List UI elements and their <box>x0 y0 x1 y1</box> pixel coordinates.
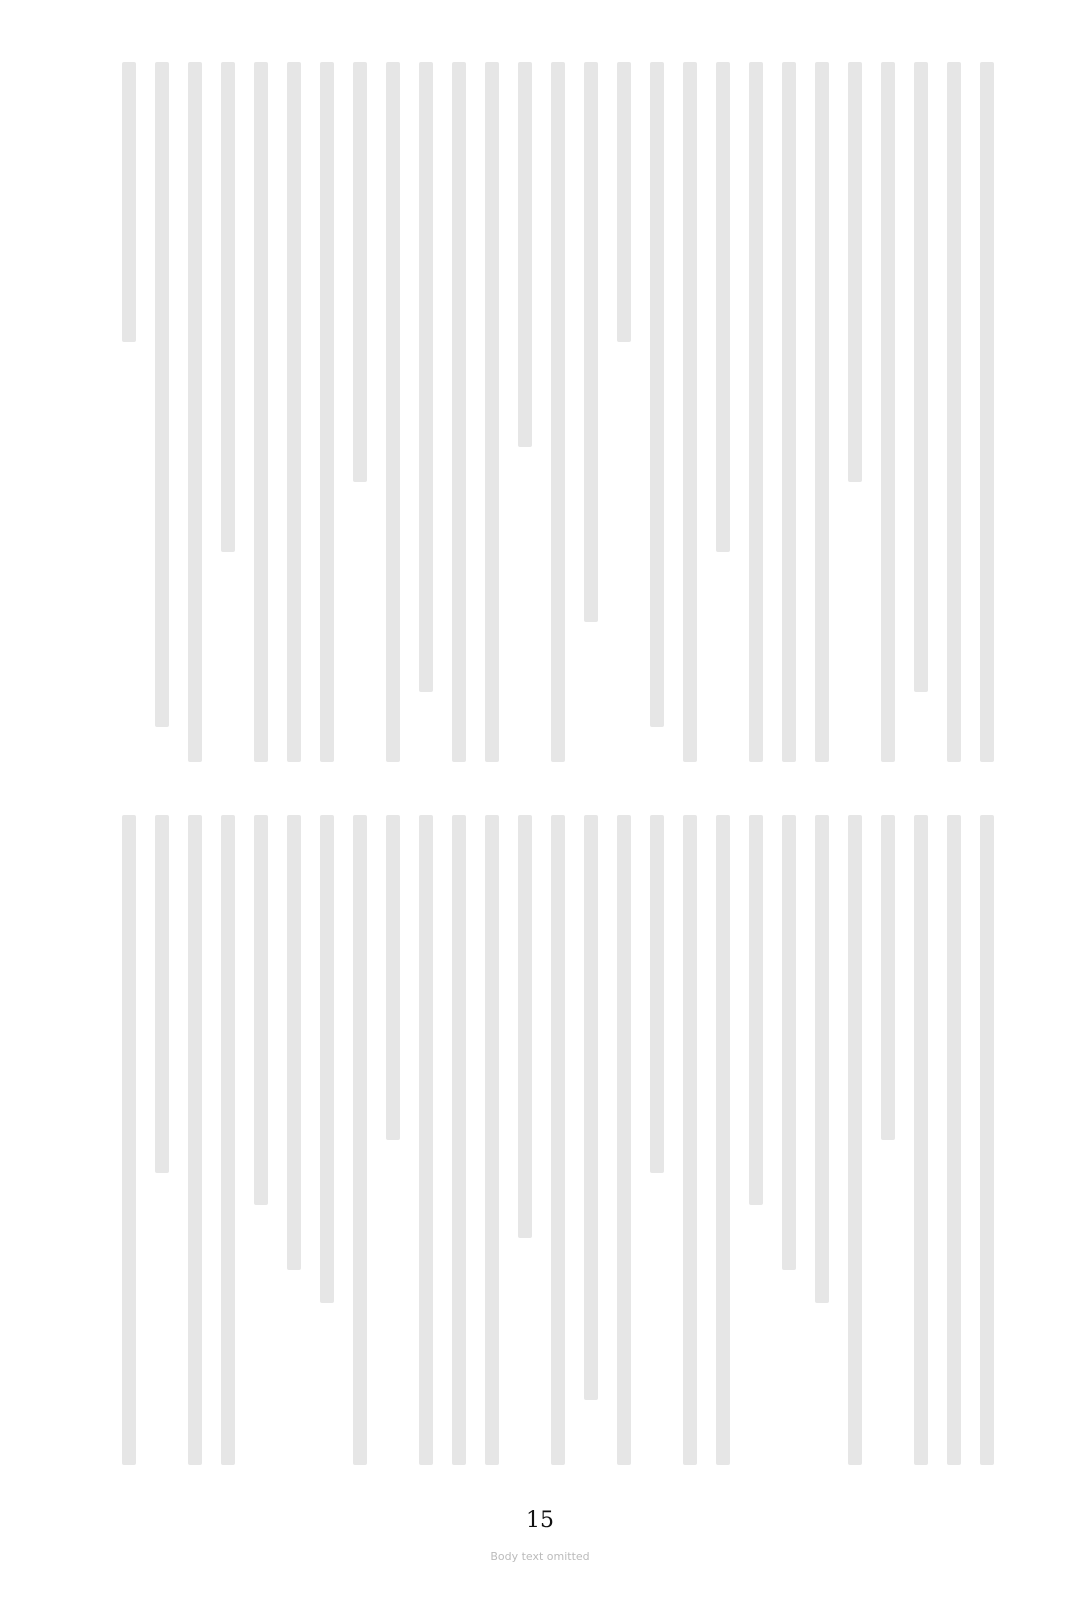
text-column-placeholder <box>947 815 961 1465</box>
text-column-placeholder <box>518 815 532 1238</box>
text-column-placeholder <box>881 815 895 1140</box>
text-column-placeholder <box>650 815 664 1173</box>
text-column-placeholder <box>815 62 829 762</box>
text-column-placeholder <box>617 815 631 1465</box>
text-column-placeholder <box>320 815 334 1303</box>
text-column-placeholder <box>485 815 499 1465</box>
text-column-placeholder <box>749 62 763 762</box>
text-column-placeholder <box>452 62 466 762</box>
text-column-placeholder <box>551 62 565 762</box>
text-column-placeholder <box>155 62 169 727</box>
text-column-placeholder <box>716 62 730 552</box>
text-column-placeholder <box>650 62 664 727</box>
text-column-placeholder <box>584 62 598 622</box>
upper-text-block <box>100 62 1000 762</box>
text-column-placeholder <box>815 815 829 1303</box>
text-column-placeholder <box>155 815 169 1173</box>
text-column-placeholder <box>320 62 334 762</box>
text-column-placeholder <box>221 62 235 552</box>
text-column-placeholder <box>980 815 994 1465</box>
text-column-placeholder <box>386 62 400 762</box>
text-column-placeholder <box>980 62 994 762</box>
page-number: 15 <box>526 1508 554 1533</box>
text-column-placeholder <box>452 815 466 1465</box>
text-column-placeholder <box>419 815 433 1465</box>
text-column-placeholder <box>122 815 136 1465</box>
text-column-placeholder <box>749 815 763 1205</box>
text-column-placeholder <box>254 62 268 762</box>
text-column-placeholder <box>353 815 367 1465</box>
text-column-placeholder <box>848 62 862 482</box>
text-column-placeholder <box>122 62 136 342</box>
text-column-placeholder <box>188 815 202 1465</box>
text-column-placeholder <box>782 62 796 762</box>
text-column-placeholder <box>287 815 301 1270</box>
text-column-placeholder <box>221 815 235 1465</box>
text-column-placeholder <box>254 815 268 1205</box>
text-column-placeholder <box>683 815 697 1465</box>
text-column-placeholder <box>584 815 598 1400</box>
text-column-placeholder <box>287 62 301 762</box>
text-column-placeholder <box>617 62 631 342</box>
text-column-placeholder <box>716 815 730 1465</box>
text-column-placeholder <box>551 815 565 1465</box>
lower-text-block <box>100 815 1000 1465</box>
omission-notice: Body text omitted <box>490 1550 590 1563</box>
text-column-placeholder <box>947 62 961 762</box>
text-column-placeholder <box>353 62 367 482</box>
text-column-placeholder <box>782 815 796 1270</box>
text-column-placeholder <box>386 815 400 1140</box>
text-column-placeholder <box>881 62 895 762</box>
text-column-placeholder <box>914 62 928 692</box>
text-column-placeholder <box>419 62 433 692</box>
text-column-placeholder <box>485 62 499 762</box>
text-column-placeholder <box>683 62 697 762</box>
text-column-placeholder <box>914 815 928 1465</box>
text-column-placeholder <box>518 62 532 447</box>
text-column-placeholder <box>848 815 862 1465</box>
text-column-placeholder <box>188 62 202 762</box>
